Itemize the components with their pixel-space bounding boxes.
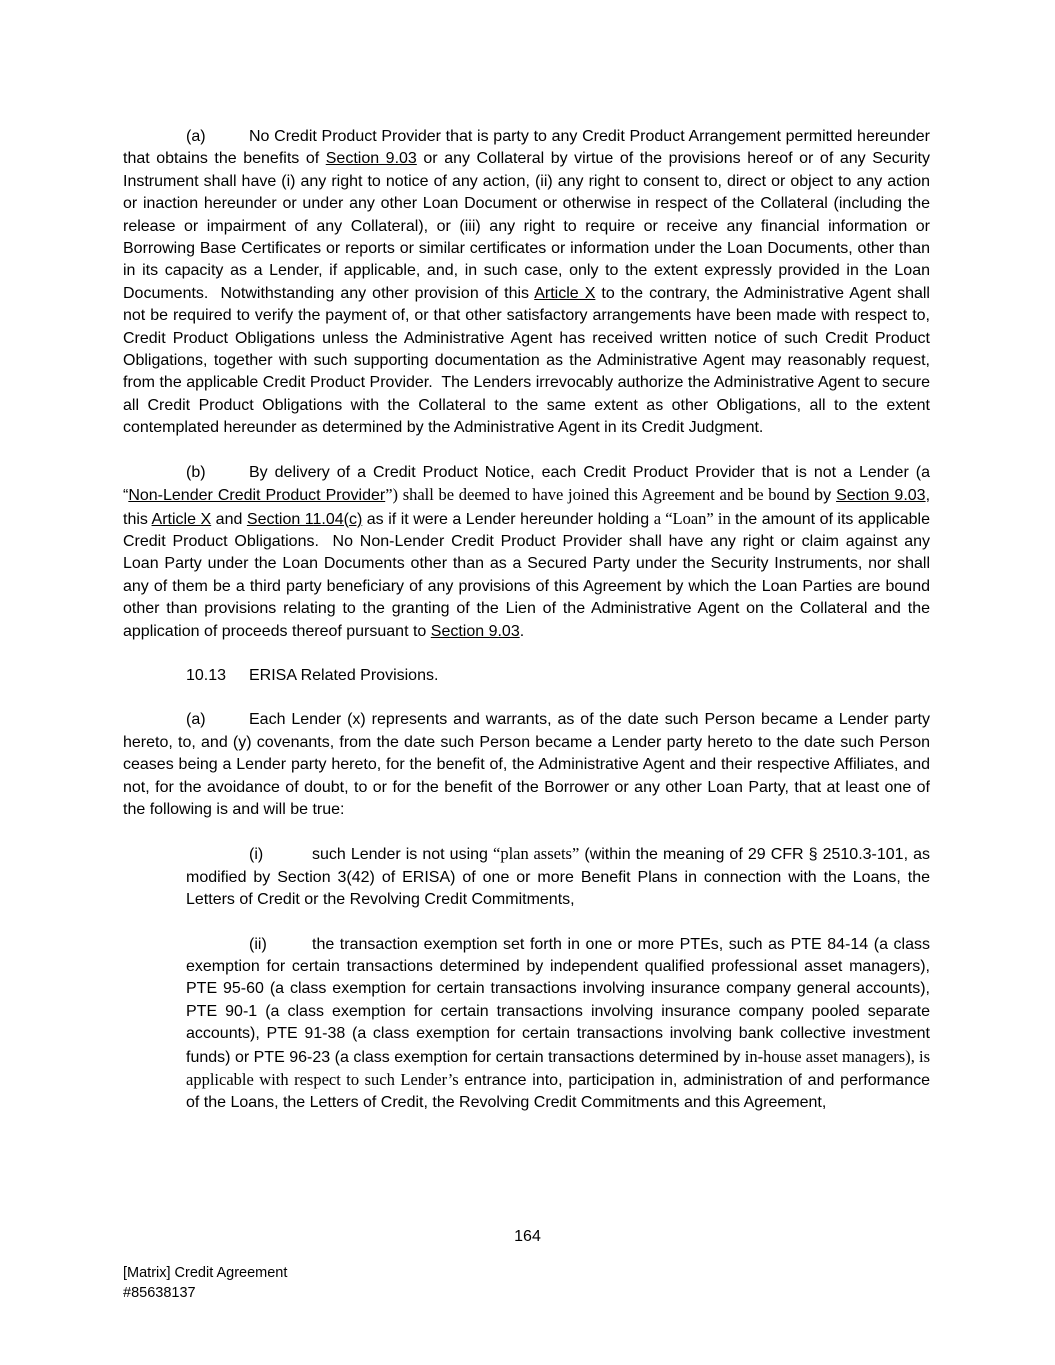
footer-doc-id: #85638137 (123, 1285, 196, 1301)
page-number: 164 (514, 1228, 541, 1245)
paragraph-article-x-a: (a) No Credit Product Provider that is party to any Credit Product Arrangement permitted hereunder that obtains the benefits of Section 9.03 or any Collateral by virtue of the provisions hereof or of any Security Instrument shall have (i) any right to notice of any action, (ii) any right to consent to, direct or object to any action or inaction hereunder or under any other Loan Document or otherwise in respect of the Collateral (including the release or impairment of any Collateral), or (iii) any right to require or receive any financial information or Borrowing Base Certificates or reports or similar certificates or information under the Loan Documents, other than in its capacity as a Lender, if applicable, and, in such case, only to the extent expressly provided in the Loan Documents. Notwithstanding any other provision of this Article X to the contrary, the Administrative Agent shall not be required to verify the payment of, or that other satisfactory arrangements have been made with respect to, Credit Product Obligations unless the Administrative Agent has received written notice of such Credit Product Obligations, together with such supporting documentation as the Administrative Agent may reasonably request, from the applicable Credit Product Provider. The Lenders irrevocably authorize the Administrative Agent to secure all Credit Product Obligations with the Collateral to the same extent as other Obligations, all to the extent contemplated hereunder as determined by the Administrative Agent in its Credit Judgment. (123, 128, 930, 437)
document-footer (123, 1263, 287, 1303)
section-heading-10-13: 10.13 ERISA Related Provisions. (186, 666, 439, 684)
footer-doc-name: [Matrix] Credit Agreement (123, 1265, 288, 1281)
document-body (123, 126, 930, 1137)
paragraph-clause-i: (i) such Lender is not using “plan assets” (within the meaning of 29 CFR § 2510.3-101, as modified by Section 3(42) of ERISA) of one or more Benefit Plans in connection with the Loans, the Letters of Credit or the Revolving Credit Commitments, (186, 844, 930, 909)
paragraph-article-x-b: (b) By delivery of a Credit Product Notice, each Credit Product Provider that is not a Lender (a “Non-Lender Credit Product Provider”) shall be deemed to have joined this Agreement and be bound by Section 9.03, this Article X and Section 11.04(c) as if it were a Lender hereunder holding a “Loan” in the amount of its applicable Credit Product Obligations. No Non-Lender Credit Product Provider shall have any right or claim against any Loan Party under the Loan Documents other than as a Secured Party under the Security Instruments, nor shall any of them be a third party beneficiary of any provisions of this Agreement by which the Loan Parties are bound other than provisions relating to the granting of the Lien of the Administrative Agent on the Collateral and the application of proceeds thereof pursuant to Section 9.03. (123, 463, 931, 640)
paragraph-10-13-a: (a) Each Lender (x) represents and warrants, as of the date such Person became a Lender party hereto, to, and (y) covenants, from the date such Person became a Lender party hereto to the date such Person ceases being a Lender party hereto, for the benefit of, the Administrative Agent and their respective Affiliates, and not, for the avoidance of doubt, to or for the benefit of the Borrower or any other Loan Party, that at least one of the following is and will be true: (123, 711, 930, 818)
paragraph-clause-ii: (ii) the transaction exemption set forth in one or more PTEs, such as PTE 84-14 (a class exemption for certain transactions determined by independent qualified professional asset managers), PTE 95-60 (a class exemption for certain transactions involving insurance company general accounts), PTE 90-1 (a class exemption for certain transactions involving insurance company pooled separate accounts), PTE 91-38 (a class exemption for certain transactions involving bank collective investment funds) or PTE 96-23 (a class exemption for certain transactions determined by in-house asset managers), is applicable with respect to such Lender’s entrance into, participation in, administration of and performance of the Loans, the Letters of Credit, the Revolving Credit Commitments and this Agreement, (186, 935, 930, 1112)
